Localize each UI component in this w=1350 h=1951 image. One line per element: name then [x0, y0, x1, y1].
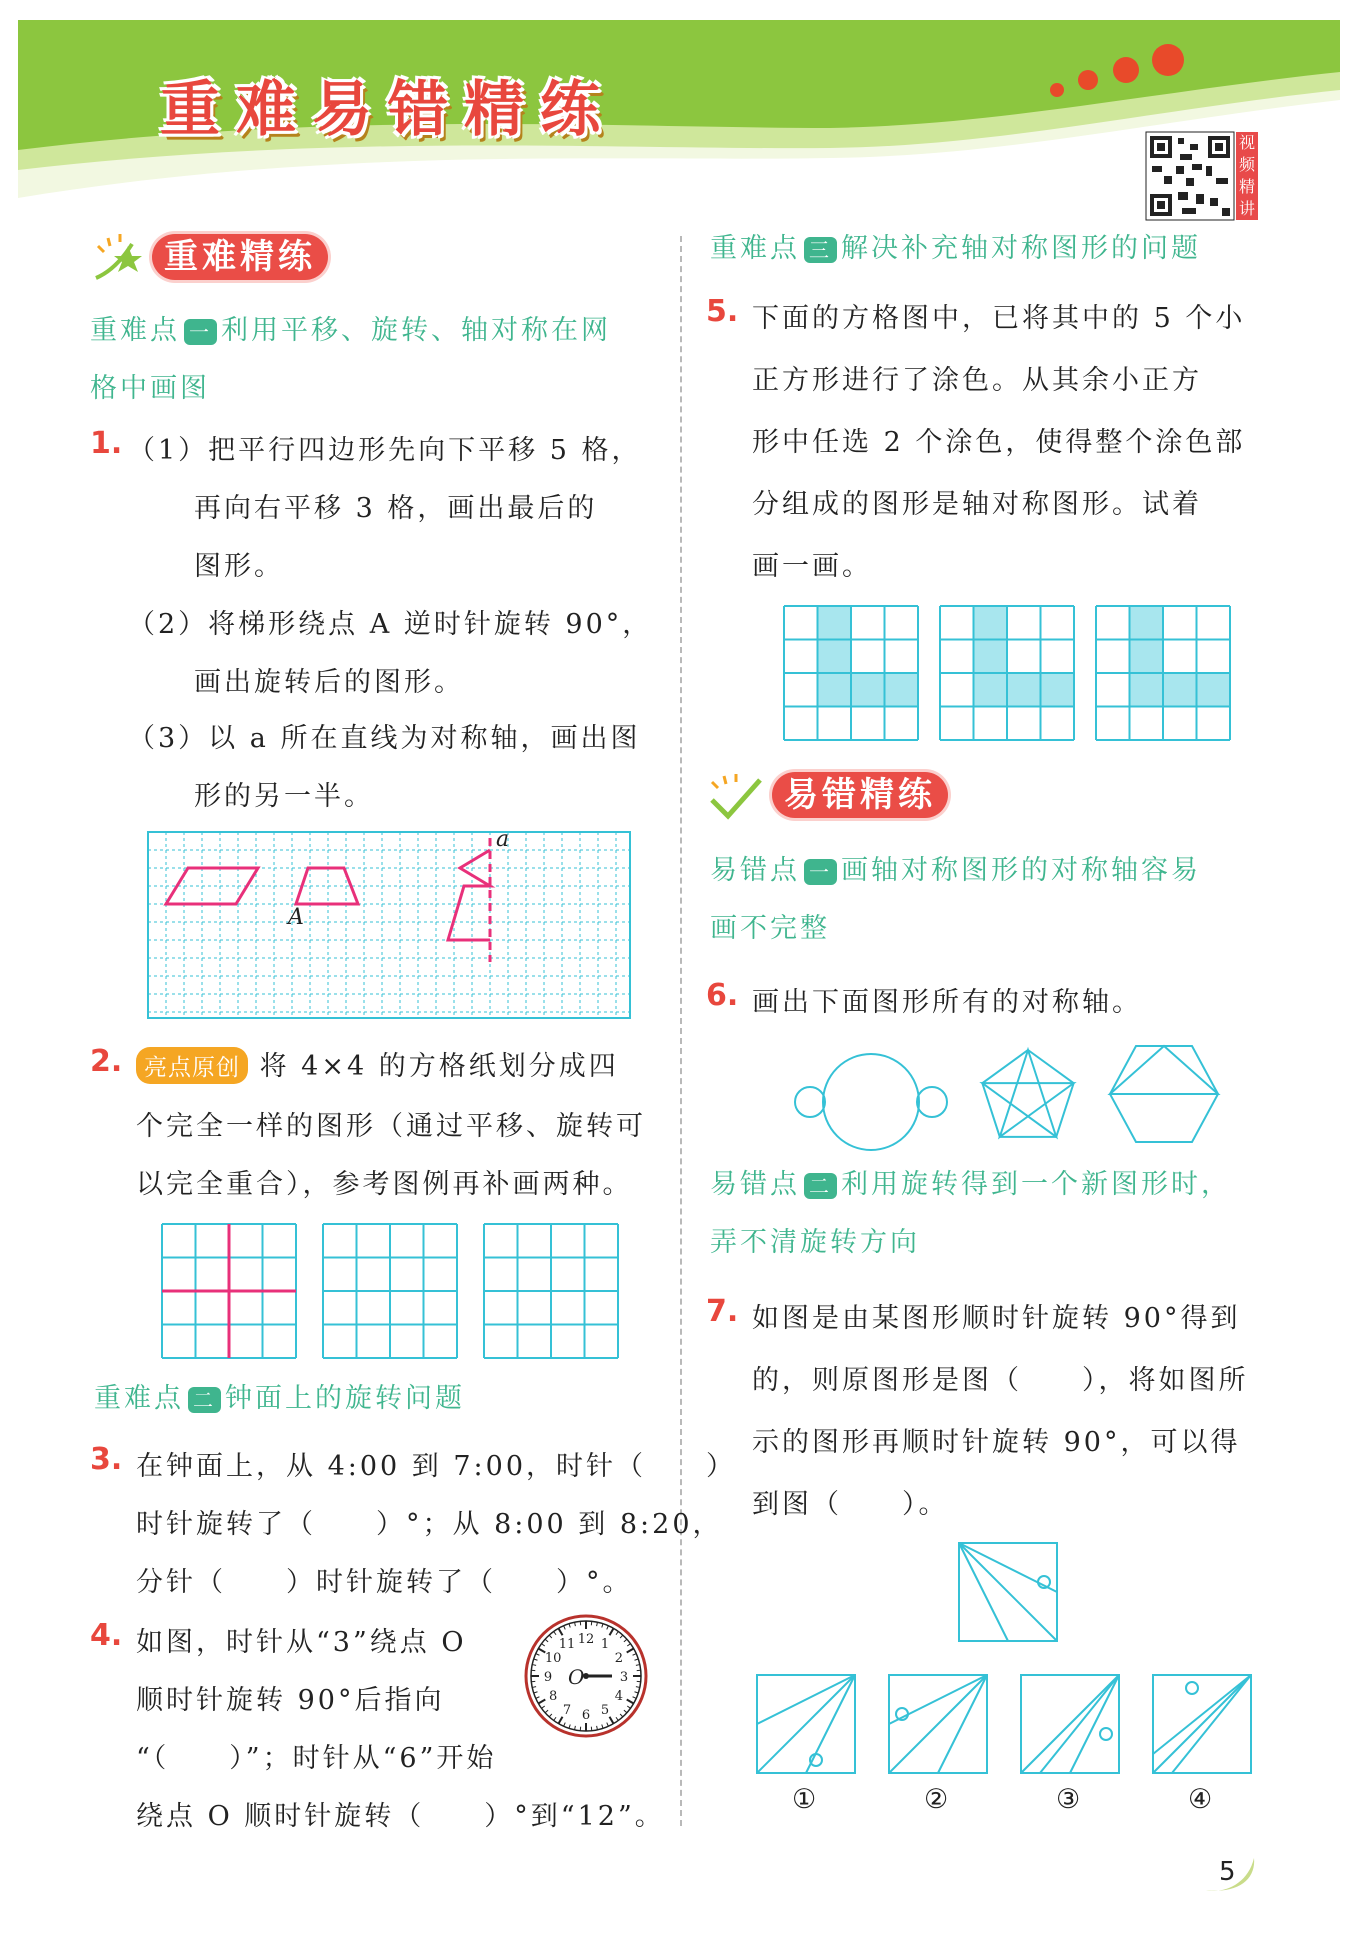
key-text: 利用平移、旋转、轴对称在网: [221, 315, 611, 346]
key-text: 画轴对称图形的对称轴容易: [841, 855, 1201, 886]
q1-line-5: 画出旋转后的图形。: [194, 667, 464, 698]
key-label: 重难点: [90, 315, 180, 346]
key-num: 二: [804, 1173, 837, 1199]
q7-line-1: 如图是由某图形顺时针旋转 90°得到: [752, 1303, 1241, 1334]
q3-line-1: 在钟面上，从 4:00 到 7:00，时针（ ）: [136, 1451, 737, 1482]
q3-line-2: 时针旋转了（ ）°；从 8:00 到 8:20，: [136, 1509, 723, 1540]
clock-center-label: O: [568, 1665, 585, 1689]
clock-icon: [524, 1614, 648, 1738]
q5-grid-3[interactable]: [1096, 606, 1230, 740]
q6-circles-figure[interactable]: [794, 1050, 948, 1154]
q2-blank-grid-2[interactable]: [484, 1224, 618, 1358]
question-number: 7.: [706, 1294, 739, 1329]
q6-line-1: 画出下面图形所有的对称轴。: [752, 987, 1142, 1018]
q5-grid-2[interactable]: [940, 606, 1074, 740]
q5-line-5: 画一画。: [752, 551, 872, 582]
checkmark-sparkle-icon: [706, 772, 766, 822]
question-number: 5.: [706, 294, 739, 329]
q7-option-1-figure[interactable]: [756, 1674, 856, 1774]
key-point-1: [90, 302, 611, 418]
q6-pentagon-star-figure[interactable]: [976, 1044, 1080, 1144]
highlight-tag: 亮点原创: [136, 1047, 248, 1084]
key-label: 重难点: [94, 1383, 184, 1414]
banner-title: 重难易错精练: [160, 75, 616, 145]
q7-option-label-4: ④: [1188, 1784, 1216, 1815]
question-number: 1.: [90, 426, 123, 461]
q4-line-1: 如图，时针从“3”绕点 O: [136, 1627, 467, 1658]
q1-line-3: 图形。: [194, 551, 284, 582]
q7-option-2-figure[interactable]: [888, 1674, 988, 1774]
page-number: 5: [1219, 1857, 1236, 1887]
page-number-swoosh-icon: [1204, 1854, 1264, 1894]
question-number: 6.: [706, 978, 739, 1013]
qr-code-icon[interactable]: [1146, 132, 1234, 220]
key-text-2: 弄不清旋转方向: [710, 1227, 920, 1258]
q1-line-4: （2）将梯形绕点 A 逆时针旋转 90°，: [128, 609, 653, 640]
key-text: 利用旋转得到一个新图形时，: [841, 1169, 1231, 1200]
q2-text: 将 4×4 的方格纸划分成四: [259, 1051, 619, 1082]
key-point-2: [94, 1370, 465, 1428]
q7-line-4: 到图（ ）。: [752, 1489, 949, 1520]
clock-number: 9: [543, 1670, 553, 1685]
q5-line-3: 形中任选 2 个涂色，使得整个涂色部: [752, 427, 1246, 458]
video-label: 视频精讲: [1236, 132, 1258, 220]
q7-option-label-2: ②: [924, 1784, 952, 1815]
q2-line-3: 以完全重合），参考图例再补画两种。: [136, 1169, 633, 1200]
key-num: 二: [188, 1387, 221, 1413]
sparkle-icon: [88, 232, 148, 282]
label-A: A: [288, 905, 304, 930]
q2-line-1: [136, 1044, 619, 1084]
key-text-2: 画不完整: [710, 913, 830, 944]
key-num: 一: [804, 859, 837, 885]
clock-number: 6: [581, 1708, 591, 1723]
q1-line-1: （1）把平行四边形先向下平移 5 格，: [128, 435, 642, 466]
key-label: 重难点: [710, 233, 800, 264]
q2-blank-grid-1[interactable]: [323, 1224, 457, 1358]
q6-hexagon-triangle-figure[interactable]: [1108, 1044, 1220, 1144]
q7-line-3: 示的图形再顺时针旋转 90°，可以得: [752, 1427, 1241, 1458]
q7-option-label-1: ①: [792, 1784, 820, 1815]
q7-option-label-3: ③: [1056, 1784, 1084, 1815]
q5-line-2: 正方形进行了涂色。从其余小正方: [752, 365, 1202, 396]
q4-line-3: “（ ）”；时针从“6”开始: [136, 1743, 497, 1774]
clock-number: 7: [562, 1702, 572, 1718]
column-divider: [680, 236, 682, 1826]
key-text: 解决补充轴对称图形的问题: [841, 233, 1201, 264]
q4-line-2: 顺时针旋转 90°后指向: [136, 1685, 445, 1716]
q2-example-grid: [162, 1224, 296, 1358]
key-point-5: [710, 1156, 1231, 1272]
clock-number: 12: [577, 1632, 595, 1647]
q3-line-3: 分针（ ）时针旋转了（ ）°。: [136, 1567, 633, 1598]
q1-line-7: 形的另一半。: [194, 781, 374, 812]
clock-number: 5: [600, 1702, 610, 1718]
key-label: 易错点: [710, 1169, 800, 1200]
clock-number: 8: [548, 1689, 558, 1704]
q7-line-2: 的，则原图形是图（ ），将如图所: [752, 1365, 1249, 1396]
clock-number: 2: [614, 1651, 624, 1666]
section-title-zhongnan: 重难精练: [152, 234, 328, 280]
key-point-3: [710, 220, 1201, 278]
question-number: 2.: [90, 1044, 123, 1079]
q5-line-1: 下面的方格图中，已将其中的 5 个小: [752, 303, 1246, 334]
q7-given-figure: [958, 1542, 1058, 1642]
q7-option-3-figure[interactable]: [1020, 1674, 1120, 1774]
q1-line-6: （3）以 a 所在直线为对称轴，画出图: [128, 723, 641, 754]
question-number: 3.: [90, 1442, 123, 1477]
q5-grid-1[interactable]: [784, 606, 918, 740]
key-point-4: [710, 842, 1201, 958]
clock-number: 3: [619, 1670, 629, 1685]
key-label: 易错点: [710, 855, 800, 886]
clock-number: 4: [614, 1689, 624, 1704]
q2-line-2: 个完全一样的图形（通过平移、旋转可: [136, 1111, 646, 1142]
key-num: 一: [184, 319, 217, 345]
q1-grid-figure: [148, 827, 630, 1018]
clock-number: 11: [558, 1637, 576, 1653]
q4-line-4: 绕点 O 顺时针旋转（ ）°到“12”。: [136, 1801, 665, 1832]
clock-number: 1: [600, 1637, 610, 1653]
q7-option-4-figure[interactable]: [1152, 1674, 1252, 1774]
clock-number: 10: [544, 1651, 562, 1666]
key-num: 三: [804, 237, 837, 263]
label-a: a: [496, 827, 510, 852]
key-text-2: 格中画图: [90, 373, 210, 404]
section-title-yicuo: 易错精练: [772, 772, 948, 818]
key-text: 钟面上的旋转问题: [225, 1383, 465, 1414]
q5-line-4: 分组成的图形是轴对称图形。试着: [752, 489, 1202, 520]
question-number: 4.: [90, 1618, 123, 1653]
q1-line-2: 再向右平移 3 格，画出最后的: [194, 493, 598, 524]
